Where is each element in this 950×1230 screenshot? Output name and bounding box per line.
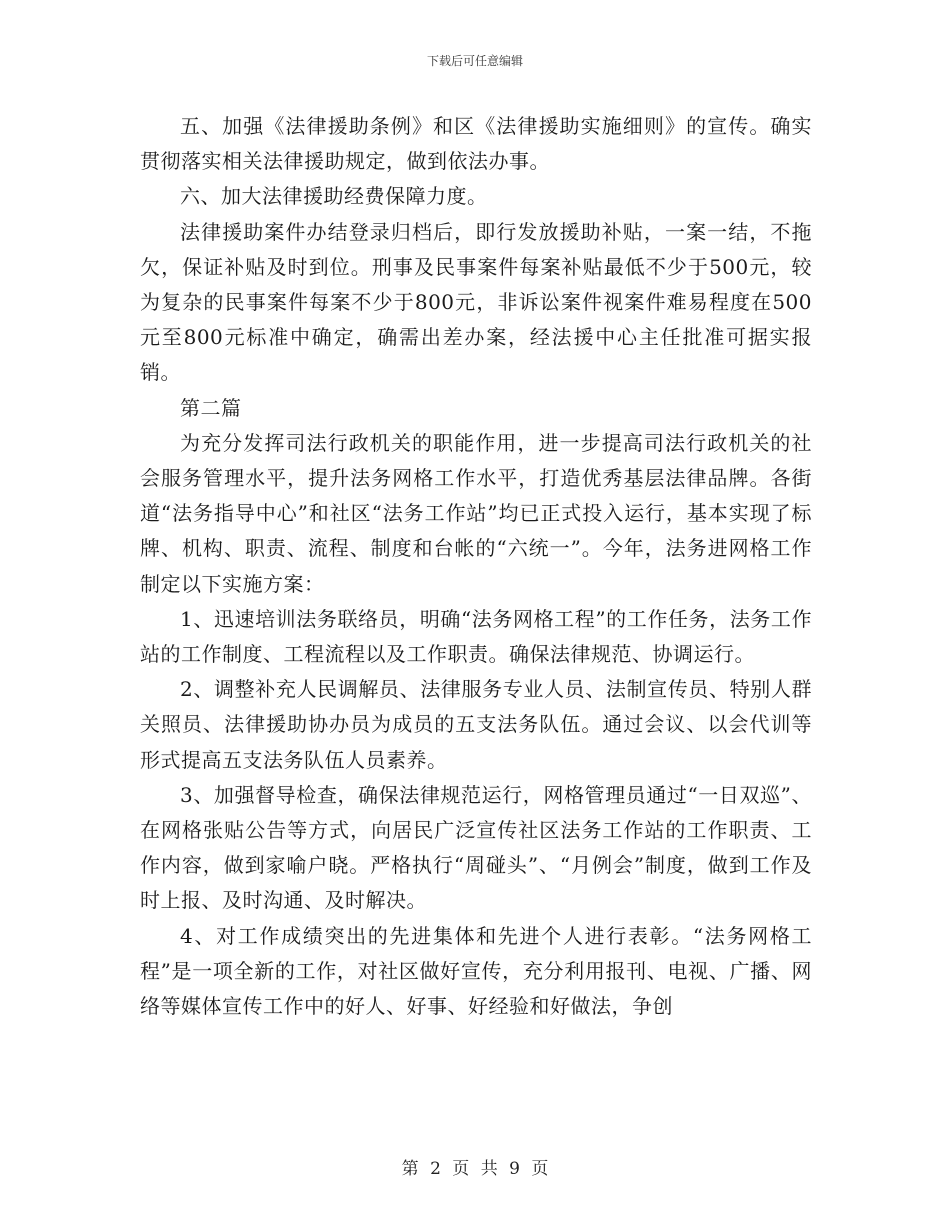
paragraph-item-3: 3、加强督导检查，确保法律规范运行，网格管理员通过“一日双巡”、在网格张贴公告等方式，向居民广泛宣传社区法务工作站的工作职责、工作内容，做到家喻户晓。严格执行“周碰头”、“月例会”制度，做到工作及时上报、及时沟通、及时解决。 [140, 782, 812, 913]
section-heading-part-two: 第二篇 [180, 395, 242, 420]
paragraph-item-4: 4、对工作成绩突出的先进集体和先进个人进行表彰。“法务网格工程”是一项全新的工作，对社区做好宣传，充分利用报刊、电视、广播、网络等媒体宣传工作中的好人、好事、好经验和好做法，争创 [140, 923, 812, 1019]
paragraph-item-2: 2、调整补充人民调解员、法律服务专业人员、法制宣传员、特别人群关照员、法律援助协办员为成员的五支法务队伍。通过会议、以会代训等形式提高五支法务队伍人员素养。 [140, 677, 812, 772]
footer-prefix: 第 [401, 1159, 419, 1179]
paragraph-6-funding: 六、加大法律援助经费保障力度。 [180, 184, 488, 209]
footer-total-pages: 9 [509, 1159, 520, 1179]
footer-suffix: 页 [531, 1159, 549, 1179]
paragraph-5-publicity: 五、加强《法律援助条例》和区《法律援助实施细则》的宣传。确实贯彻落实相关法律援助规定，做到依法办事。 [140, 114, 812, 174]
paragraph-intro: 为充分发挥司法行政机关的职能作用，进一步提高司法行政机关的社会服务管理水平，提升法务网格工作水平，打造优秀基层法律品牌。各街道“法务指导中心”和社区“法务工作站”均已正式投入运行，基本实现了标牌、机构、职责、流程、制度和台帐的“六统一”。今年，法务进网格工作制定以下实施方案： [140, 430, 812, 596]
page-footer [0, 1154, 950, 1179]
footer-current-page: 2 [430, 1159, 441, 1179]
page-header: 下载后可任意编辑 [426, 54, 523, 68]
paragraph-item-1: 1、迅速培训法务联络员，明确“法务网格工程”的工作任务，法务工作站的工作制度、工程流程以及工作职责。确保法律规范、协调运行。 [140, 606, 812, 667]
footer-page-label: 页 [452, 1159, 470, 1179]
paragraph-subsidy: 法律援助案件办结登录归档后，即行发放援助补贴，一案一结，不拖欠，保证补贴及时到位。刑事及民事案件每案补贴最低不少于500元，较为复杂的民事案件每案不少于800元，非诉讼案件视案件难易程度在500元至800元标准中确定，确需出差办案，经法援中心主任批准可据实报销。 [140, 219, 812, 385]
document-body [140, 109, 812, 1024]
footer-total-label: 共 [480, 1159, 498, 1179]
